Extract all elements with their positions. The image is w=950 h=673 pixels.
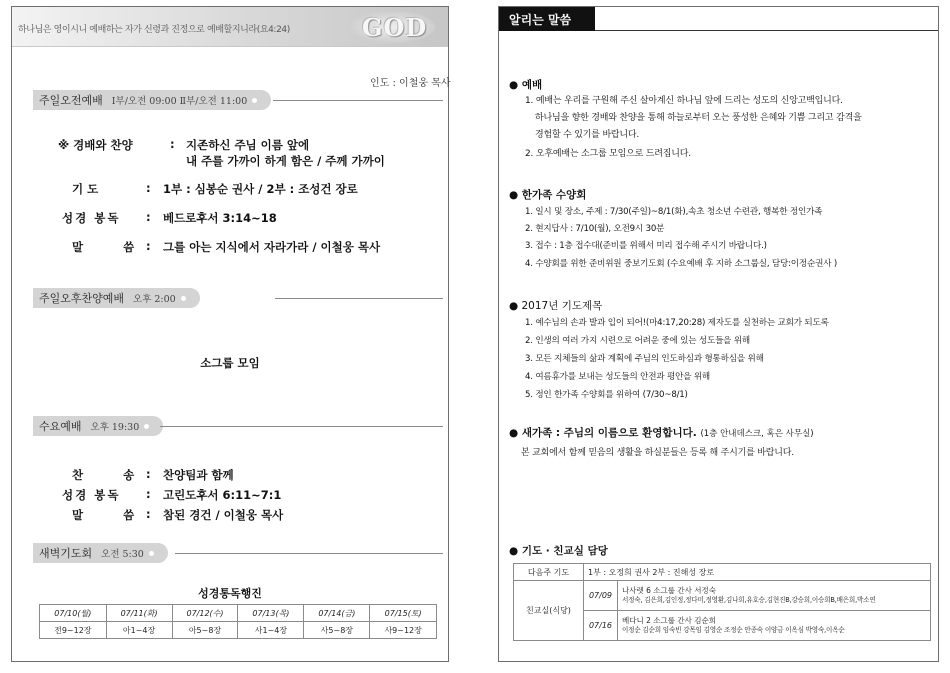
divider-line — [273, 100, 443, 101]
duty-date: 07/09 — [584, 581, 618, 611]
colon: : — [146, 239, 151, 253]
bullet-dot-icon — [181, 296, 186, 301]
divider-line — [160, 426, 443, 427]
prayer-duty-table — [513, 563, 931, 641]
praise-song-1: 지존하신 주님 이름 앞에 — [186, 138, 310, 152]
divider-line — [175, 553, 443, 554]
scripture-label: 성경 봉독 — [62, 211, 121, 225]
small-group-text: 소그룹 모임 — [200, 356, 260, 370]
announcements-tab: 알리는 말씀 — [499, 7, 595, 31]
scripture-value: 베드로후서 3:14~18 — [163, 211, 277, 225]
schedule-chapter: 사5~8장 — [304, 622, 370, 639]
worship-heading: ● 예배 — [509, 79, 543, 91]
schedule-chapter: 아1~4장 — [106, 622, 172, 639]
divider-line — [275, 298, 443, 299]
prayer-topic-item: 2. 인생의 여러 가지 시련으로 어려운 중에 있는 성도들을 위해 — [525, 336, 751, 346]
verse-banner — [12, 7, 448, 47]
service-time: Ⅰ부/오전 09:00 Ⅱ부/오전 11:00 — [111, 96, 248, 107]
leader-name: 인도 : 이철웅 목사 — [370, 78, 451, 89]
scripture-row — [62, 210, 432, 226]
colon: : — [146, 507, 151, 521]
worship-item: 경험할 수 있기를 바랍니다. — [535, 130, 640, 140]
table-row — [40, 605, 437, 622]
retreat-heading: ● 한가족 수양회 — [509, 189, 587, 201]
duty-group: 베다니 2 소그룹 간사 김순희 — [622, 616, 717, 625]
sermon-label: 말 씀 — [72, 240, 135, 254]
schedule-day: 07/15(토) — [370, 605, 437, 622]
newcomer-heading — [509, 425, 814, 440]
sunday-morning-header — [33, 90, 443, 110]
prayer-topic-item: 5. 정인 한가족 수양회를 위하여 (7/30~8/1) — [525, 390, 688, 400]
schedule-chapter: 전9~12장 — [40, 622, 107, 639]
schedule-chapter: 사1~4장 — [238, 622, 304, 639]
service-pill — [33, 90, 271, 110]
service-pill — [33, 543, 168, 563]
prayer-value: 1부 : 심봉순 권사 / 2부 : 조성건 장로 — [163, 182, 358, 196]
retreat-item: 1. 일시 및 장소, 주제 : 7/30(주일)~8/1(화),속초 청소년 수련관, 행복한 정인가족 — [525, 207, 823, 217]
schedule-day: 07/10(월) — [40, 605, 107, 622]
retreat-item: 2. 현지답사 : 7/10(월), 오전9시 30분 — [525, 224, 665, 234]
prayer-duty-heading: ● 기도 · 친교실 담당 — [509, 545, 608, 557]
reading-schedule-title: 성경통독행진 — [198, 587, 262, 600]
duty-detail — [618, 581, 931, 611]
hymn-value: 찬양팀과 함께 — [163, 468, 234, 482]
service-pill — [33, 416, 163, 436]
announcements-page — [498, 6, 939, 662]
sunday-afternoon-header — [33, 288, 443, 308]
retreat-item: 3. 접수 : 1층 접수대(준비를 위해서 미리 접수해 주시기 바랍니다.) — [525, 241, 767, 251]
table-row — [514, 581, 931, 611]
bullet-dot-icon — [149, 551, 154, 556]
newcomer-heading-text: ● 새가족 : 주님의 이름으로 환영합니다. — [509, 427, 697, 439]
retreat-item: 4. 수양회를 위한 준비위원 중보기도회 (수요예배 후 지하 소그룹실, 담당:이정순권사 ) — [525, 259, 838, 269]
bullet-dot-icon — [144, 424, 149, 429]
fellowship-label: 친교실(식당) — [514, 581, 584, 641]
newcomer-line: 본 교회에서 함께 믿음의 생활을 하실분들은 등록 해 주시기를 바랍니다. — [521, 448, 794, 458]
worship-item: 2. 오후예배는 소그룹 모임으로 드려집니다. — [525, 149, 691, 159]
colon: : — [170, 137, 175, 151]
sermon-label: 말 씀 — [72, 508, 135, 522]
schedule-day: 07/14(금) — [304, 605, 370, 622]
duty-date: 07/16 — [584, 611, 618, 641]
duty-detail — [618, 611, 931, 641]
schedule-day: 07/11(화) — [106, 605, 172, 622]
prayer-topic-item: 4. 여름휴가를 보내는 성도들의 안전과 평안을 위해 — [525, 372, 711, 382]
reading-schedule-table — [39, 604, 437, 639]
praise-label: ※ 경배와 찬양 — [58, 138, 133, 152]
worship-order-page — [11, 6, 449, 662]
worship-item: 1. 예배는 우리를 구원해 주신 살아계신 하나님 앞에 드리는 성도의 신앙고백입니다. — [525, 96, 843, 106]
table-row — [514, 564, 931, 581]
service-name: 주일오전예배 — [39, 94, 103, 107]
newcomer-heading-note: (1층 안내데스크, 혹은 사무실) — [700, 429, 814, 439]
scripture-label: 성경 봉독 — [62, 488, 121, 502]
hymn-label: 찬 송 — [72, 468, 135, 482]
scripture-value: 고린도후서 6:11~7:1 — [163, 488, 282, 502]
dawn-prayer-header — [33, 543, 443, 563]
duty-names: 서정숙, 김은희,김인정,정다미,정영환,김나희,유호승,김현진B,강승희,이승희B,배은희,박소연 — [622, 596, 876, 604]
next-week-label: 다음주 기도 — [514, 564, 584, 581]
service-name: 주일오후찬양예배 — [39, 292, 125, 305]
sermon-row — [72, 239, 442, 255]
hymn-row — [72, 467, 442, 483]
service-pill — [33, 288, 200, 308]
prayer-row — [72, 181, 442, 197]
schedule-chapter: 아5~8장 — [172, 622, 238, 639]
duty-names: 이정순 김순희 임숙빈 강목임 김영순 조정순 안종숙 이양금 이옥심 박영숙,이옥순 — [622, 626, 845, 634]
colon: : — [146, 467, 151, 481]
worship-item: 하나님을 향한 경배와 찬양을 통해 하늘로부터 오는 풍성한 은혜와 기쁨 그리고 감격을 — [535, 113, 862, 123]
colon: : — [146, 487, 151, 501]
service-time: 오후 2:00 — [133, 294, 176, 305]
banner-verse: 하나님은 영이시니 예배하는 자가 신령과 진정으로 예배할지니라(요4:24) — [18, 25, 290, 35]
service-time: 오후 19:30 — [90, 422, 140, 433]
schedule-day: 07/13(목) — [238, 605, 304, 622]
prayer-topic-item: 3. 모든 지체들의 삶과 계획에 주님의 인도하심과 형통하심을 위해 — [525, 354, 764, 364]
table-row — [40, 622, 437, 639]
colon: : — [146, 181, 151, 195]
sermon-value: 참된 경건 / 이철웅 목사 — [163, 508, 284, 522]
praise-song-2: 내 주를 가까이 하게 함은 / 주께 가까이 — [186, 154, 385, 168]
schedule-day: 07/12(수) — [172, 605, 238, 622]
wed-sermon-row — [72, 507, 442, 523]
wednesday-header — [33, 416, 443, 436]
prayer-topics-heading: ● 2017년 기도제목 — [509, 300, 603, 312]
god-logo-text: GOD — [362, 13, 428, 42]
sermon-value: 그를 아는 지식에서 자라가라 / 이철웅 목사 — [163, 240, 381, 254]
service-time: 오전 5:30 — [101, 549, 144, 560]
praise-row — [58, 137, 438, 171]
bullet-dot-icon — [252, 98, 257, 103]
duty-group: 나사렛 6 소그룹 간사 서정숙 — [622, 586, 717, 595]
service-name: 새벽기도회 — [39, 547, 93, 560]
prayer-topic-item: 1. 예수님의 손과 발과 입이 되어!(마4:17,20:28) 제자도를 실천하는 교회가 되도록 — [525, 318, 829, 328]
schedule-chapter: 사9~12장 — [370, 622, 437, 639]
colon: : — [146, 210, 151, 224]
prayer-label: 기 도 — [72, 182, 99, 196]
divider-line — [595, 30, 938, 31]
wed-scripture-row — [62, 487, 432, 503]
service-name: 수요예배 — [39, 420, 82, 433]
next-week-value: 1부 : 오정희 권사 2부 : 진해성 장로 — [584, 564, 931, 581]
